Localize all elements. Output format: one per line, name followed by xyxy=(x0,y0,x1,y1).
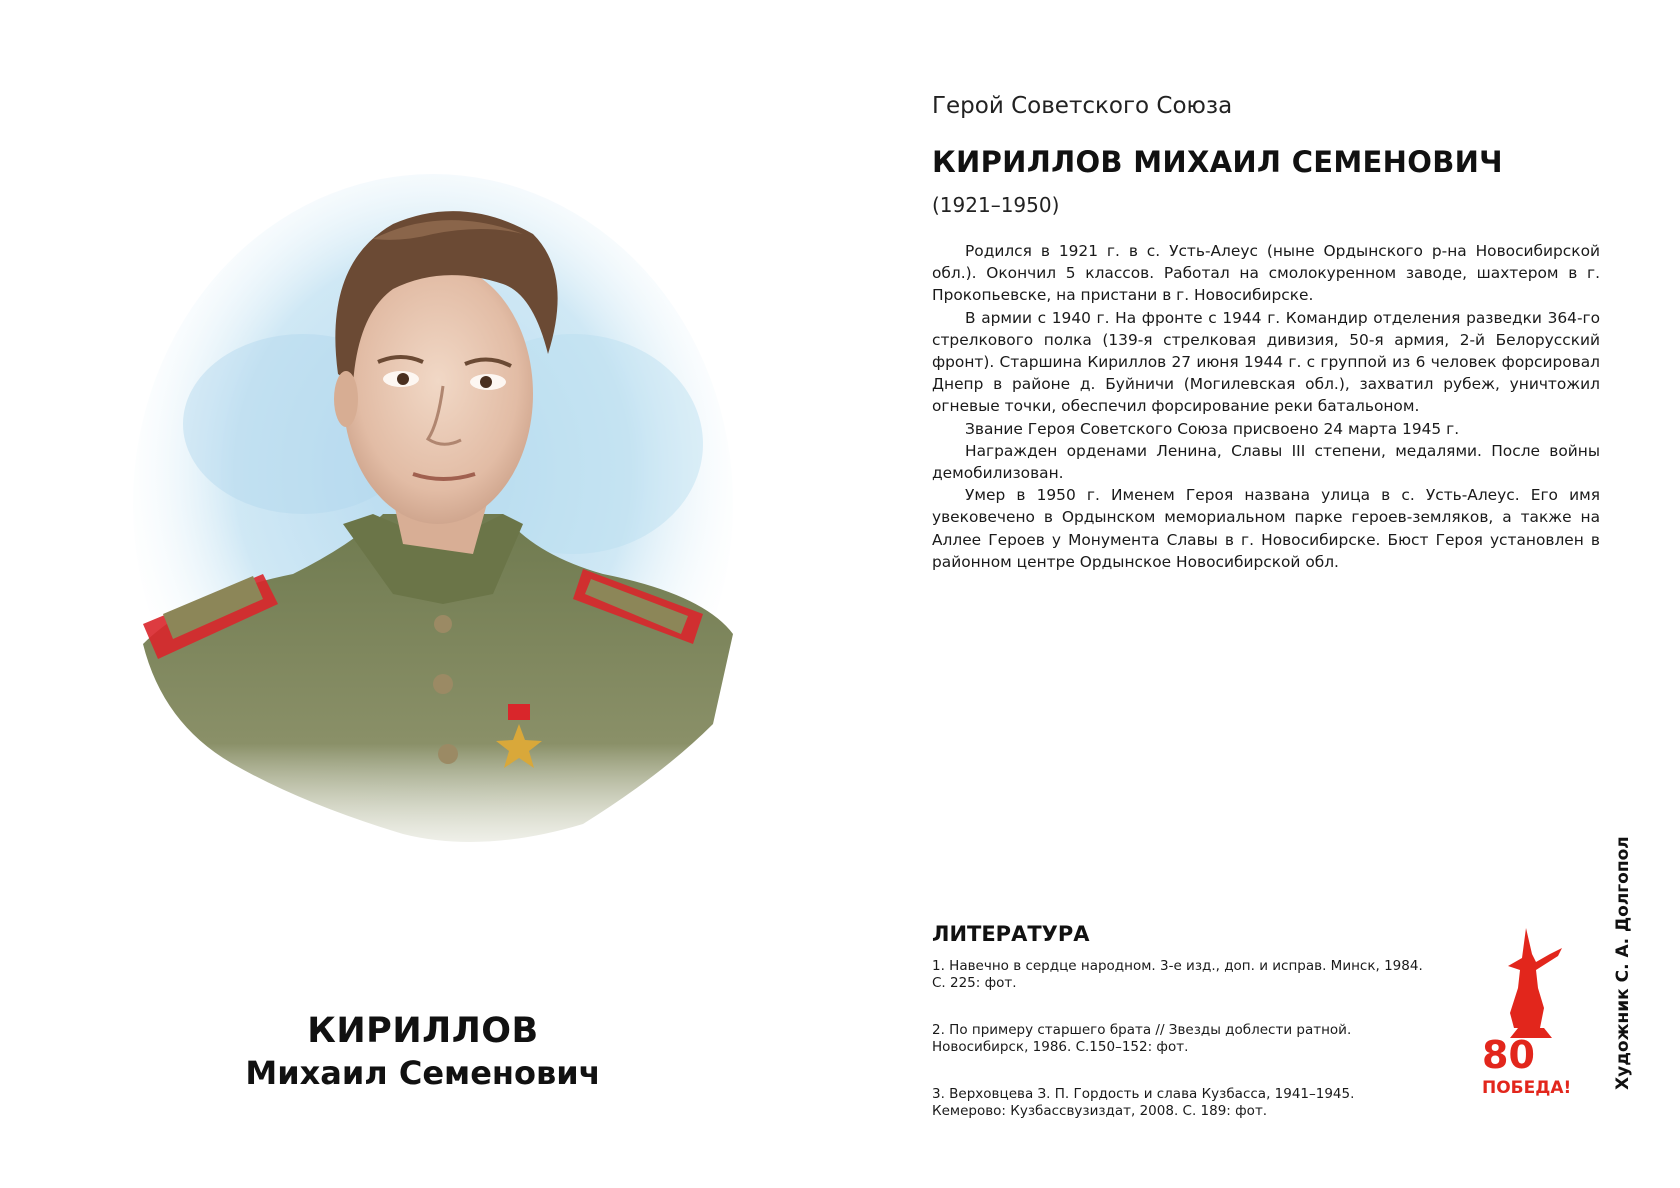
biography-paragraph: Награжден орденами Ленина, Славы III степени, медалями. После войны демобилизован. xyxy=(932,441,1600,483)
biography-paragraph: В армии с 1940 г. На фронте с 1944 г. Командир отделения разведки 364-го стрелкового полка (139-я стрелковая дивизия, 50-я армия, 2-й Белорусский фронт). Старшина Кириллов 27 июня 1944 г. с группой из 6 человек форсировал Днепр в районе д. Буйничи (Могилевская обл.), захватил рубеж, уничтожил огневые точки, обеспечил форсирование реки батальоном. xyxy=(932,308,1600,416)
biography-paragraph: Звание Героя Советского Союза присвоено 24 марта 1945 г. xyxy=(965,419,1460,438)
life-years: (1921–1950) xyxy=(932,193,1060,217)
biography-paragraph: Умер в 1950 г. Именем Героя названа улица в с. Усть-Алеус. Его имя увековечено в Ордынском мемориальном парке героев-земляков, а также на Аллее Героев у Монумента Славы в г. Новосибирске. Бюст Героя установлен в районном центре Ордынское Новосибирской обл. xyxy=(932,486,1600,571)
hero-subtitle: Герой Советского Союза xyxy=(932,93,1233,119)
victory-80-logo xyxy=(1480,918,1580,1098)
artist-credit: Художник С. А. Долгопол xyxy=(1613,836,1633,1090)
caption-given-name: Михаил Семенович xyxy=(245,1054,601,1092)
literature-list xyxy=(932,958,1432,1150)
portrait-illustration xyxy=(103,124,743,914)
literature-item: 2. По примеру старшего брата // Звезды доблести ратной. Новосибирск, 1986. С.150–152: фот. xyxy=(932,1022,1352,1055)
literature-item: 1. Навечно в сердце народном. 3-е изд., доп. и исправ. Минск, 1984. С. 225: фот. xyxy=(932,958,1423,991)
logo-text: ПОБЕДА! xyxy=(1482,1078,1572,1098)
logo-number: 80 xyxy=(1482,1033,1535,1077)
portrait-caption xyxy=(103,1010,743,1094)
caption-surname: КИРИЛЛОВ xyxy=(307,1011,539,1051)
biography-paragraph: Родился в 1921 г. в с. Усть-Алеус (ныне Ордынского р-на Новосибирской обл.). Окончил 5 классов. Работал на смолокуренном заводе, шахтером в г. Прокопьевске, на пристани в г. Новосибирске. xyxy=(932,242,1600,305)
hero-title: КИРИЛЛОВ МИХАИЛ СЕМЕНОВИЧ xyxy=(932,145,1503,179)
literature-heading: ЛИТЕРАТУРА xyxy=(932,922,1090,946)
literature-item: 3. Верховцева З. П. Гордость и слава Кузбасса, 1941–1945. Кемерово: Кузбассвузиздат, 2008. С. 189: фот. xyxy=(932,1086,1355,1119)
biography xyxy=(932,240,1600,573)
